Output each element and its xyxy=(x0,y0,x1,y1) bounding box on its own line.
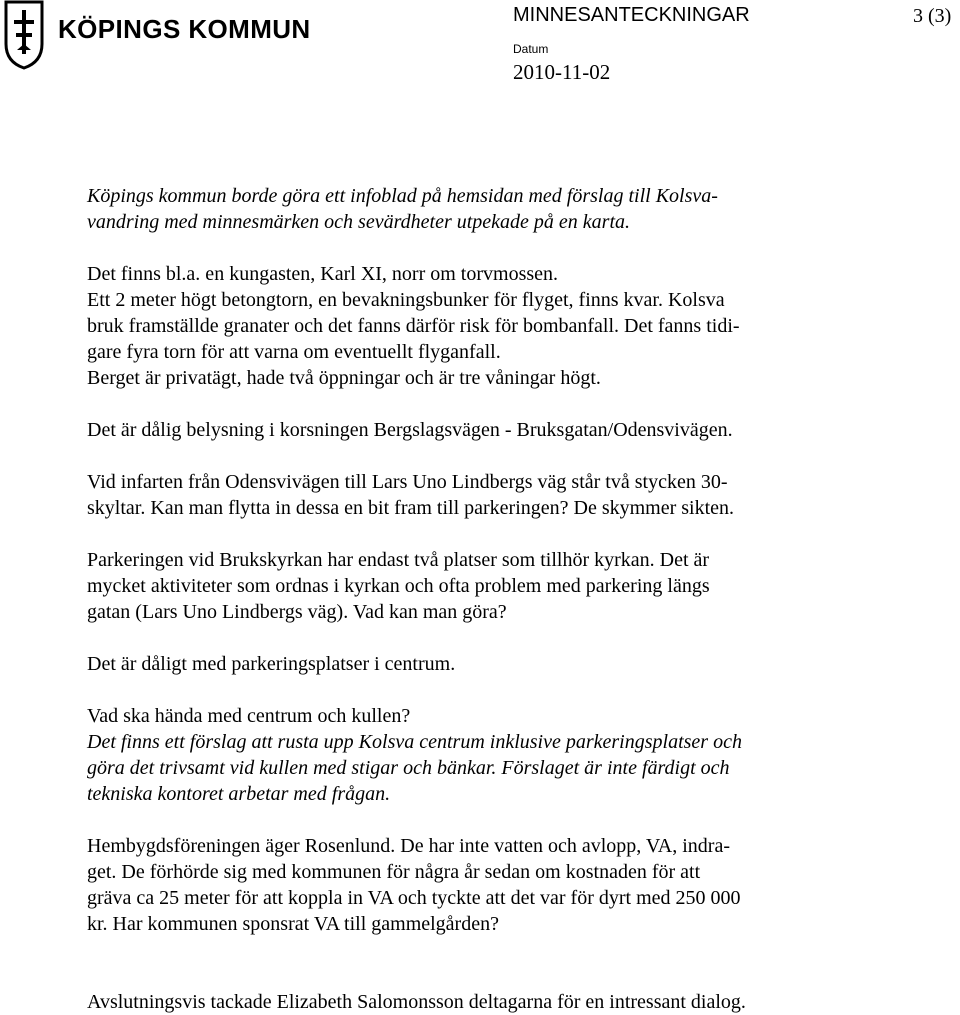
text-line: tekniska kontoret arbetar med frågan. xyxy=(87,783,391,805)
coat-of-arms-icon xyxy=(3,0,45,70)
text-line: Vad ska hända med centrum och kullen? xyxy=(87,705,411,727)
logo-wordmark: KÖPINGS KOMMUN xyxy=(58,14,311,44)
text-line: Berget är privatägt, hade två öppningar och är tre våningar högt. xyxy=(87,367,601,389)
text-line: gare fyra torn för att varna om eventuellt flyganfall. xyxy=(87,341,501,363)
text-line: mycket aktiviteter som ordnas i kyrkan och ofta problem med parkering längs xyxy=(87,575,710,597)
document-type: MINNESANTECKNINGAR xyxy=(513,4,750,26)
text-line: Det är dålig belysning i korsningen Bergslagsvägen - Bruksgatan/Odensvivägen. xyxy=(87,419,733,441)
text-line: get. De förhörde sig med kommunen för några år sedan om kostnaden för att xyxy=(87,861,701,883)
page-number: 3 (3) xyxy=(913,5,952,27)
paragraph-belysning xyxy=(87,417,927,443)
text-line: göra det trivsamt vid kullen med stigar och bänkar. Förslaget är inte färdigt och xyxy=(87,757,730,779)
paragraph-sevardheter xyxy=(87,261,927,391)
paragraph-infoblad xyxy=(87,183,927,235)
paragraph-parkering-centrum xyxy=(87,651,927,677)
date-label: Datum xyxy=(513,42,549,56)
text-line: Vid infarten från Odensvivägen till Lars Uno Lindbergs väg står två stycken 30- xyxy=(87,471,728,493)
paragraph-avslutning xyxy=(87,989,927,1015)
text-line: kr. Har kommunen sponsrat VA till gammelgården? xyxy=(87,913,499,935)
text-line: gräva ca 25 meter för att koppla in VA och tyckte att det var för dyrt med 250 000 xyxy=(87,887,741,909)
text-line: Avslutningsvis tackade Elizabeth Salomonsson deltagarna för en intressant dialog. xyxy=(87,991,746,1013)
text-line: Parkeringen vid Brukskyrkan har endast två platser som tillhör kyrkan. Det är xyxy=(87,549,710,571)
text-line: skyltar. Kan man flytta in dessa en bit fram till parkeringen? De skymmer sikten. xyxy=(87,497,735,519)
document-body xyxy=(87,183,927,1015)
paragraph-parkering-kyrkan xyxy=(87,547,927,625)
date-value: 2010-11-02 xyxy=(513,60,611,84)
paragraph-skyltar xyxy=(87,469,927,521)
text-line: bruk framställde granater och det fanns därför risk för bombanfall. Det fanns tidi- xyxy=(87,315,740,337)
paragraph-centrum-kullen xyxy=(87,703,927,807)
text-line: Ett 2 meter högt betongtorn, en bevakningsbunker för flyget, finns kvar. Kolsva xyxy=(87,289,725,311)
text-line: Hembygdsföreningen äger Rosenlund. De har inte vatten och avlopp, VA, indra- xyxy=(87,835,730,857)
municipality-logo xyxy=(0,0,330,74)
text-line: Det är dåligt med parkeringsplatser i centrum. xyxy=(87,653,456,675)
text-line: vandring med minnesmärken och sevärdheter utpekade på en karta. xyxy=(87,211,631,233)
paragraph-rosenlund xyxy=(87,833,927,937)
text-line: Det finns bl.a. en kungasten, Karl XI, norr om torvmossen. xyxy=(87,263,559,285)
text-line: gatan (Lars Uno Lindbergs väg). Vad kan man göra? xyxy=(87,601,507,623)
text-line: Det finns ett förslag att rusta upp Kolsva centrum inklusive parkeringsplatser och xyxy=(87,731,742,753)
text-line: Köpings kommun borde göra ett infoblad på hemsidan med förslag till Kolsva- xyxy=(87,185,718,207)
